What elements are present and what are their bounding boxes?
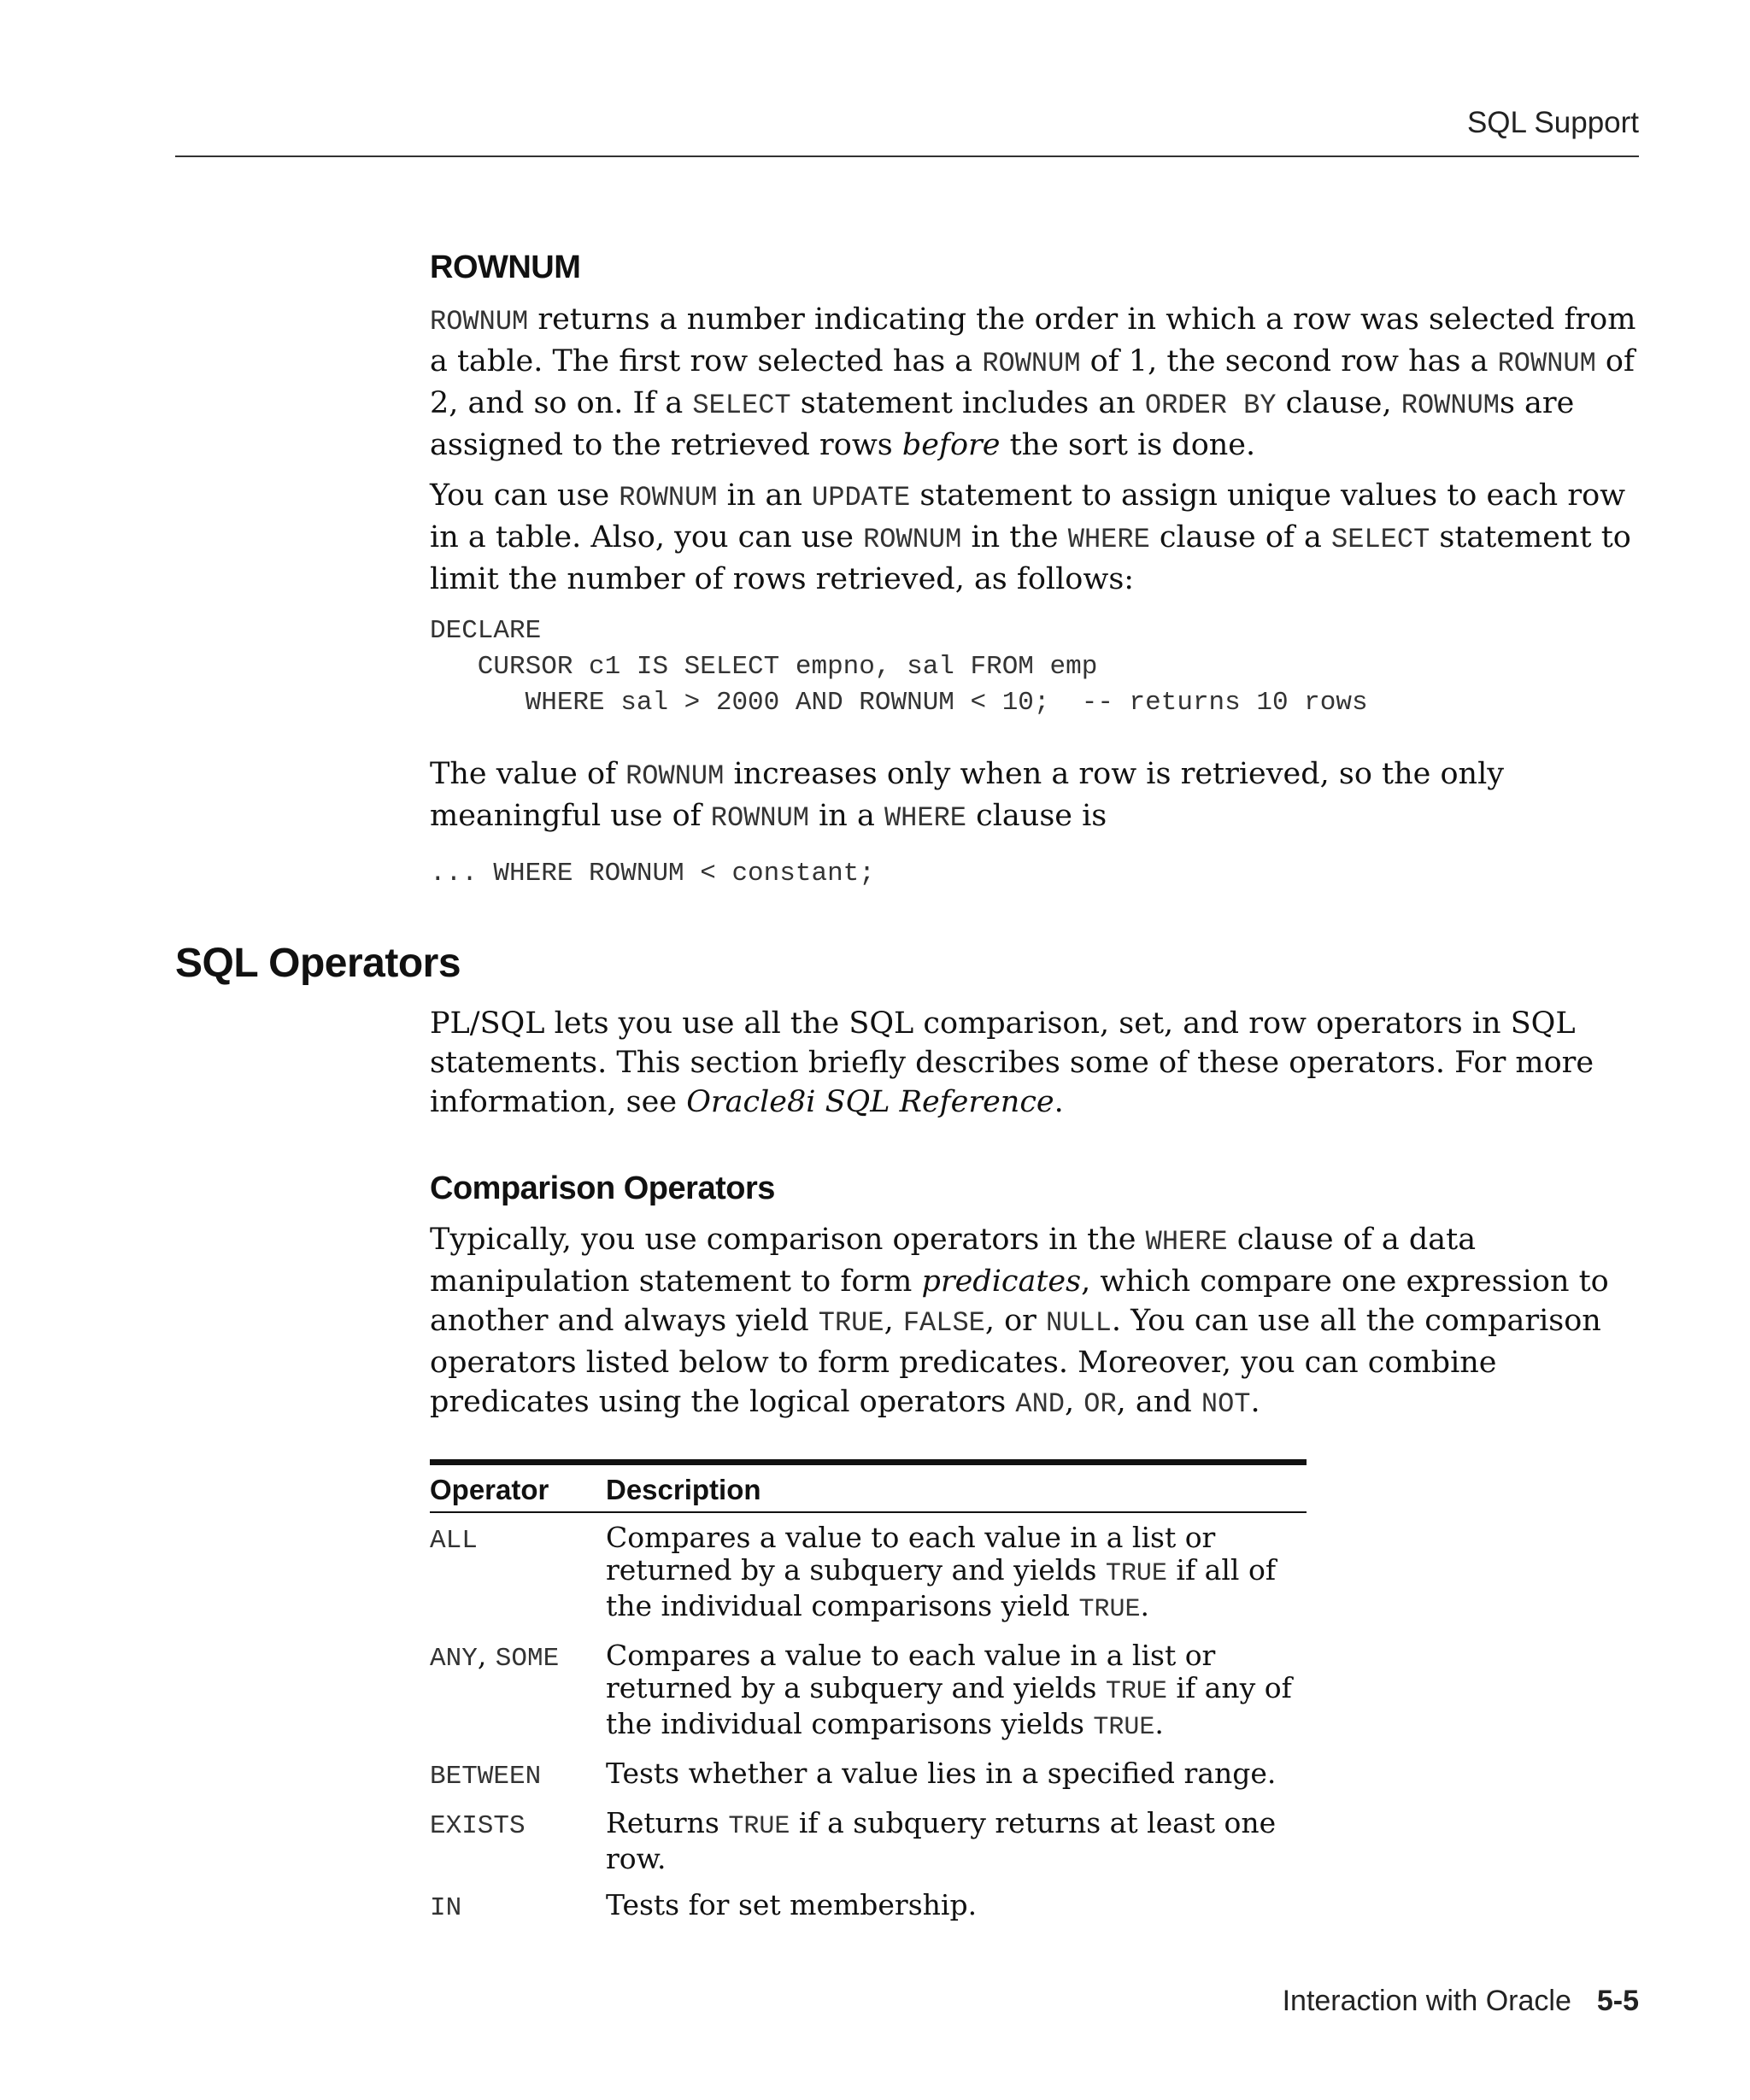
table-row [430, 1631, 1307, 1749]
code-term: OR [1083, 1388, 1117, 1420]
table-row [430, 1749, 1307, 1798]
description-cell: Tests for set membership. [606, 1888, 978, 1921]
code-term: TRUE [818, 1307, 884, 1339]
code-term: AND [1015, 1388, 1065, 1420]
code-block: ... WHERE ROWNUM < constant; [430, 859, 875, 889]
rownum-section [430, 249, 1639, 286]
comparison-operators-table [430, 1459, 1307, 1930]
rownum-heading: ROWNUM [430, 249, 581, 285]
code-term: WHERE [1067, 524, 1150, 555]
description-cell: Compares a value to each value in a list or returned by a subquery and yields TRUE if any of the individual comparisons yields TRUE. [606, 1639, 1292, 1742]
sql-operators-paragraph: PL/SQL lets you use all the SQL comparison, set, and row operators in SQL statements. This section briefly describes some of these operators. For more information, see Oracle8i SQL Reference. [430, 1006, 1594, 1119]
code-term: ROWNUM [625, 760, 725, 792]
book-reference: Oracle8i SQL Reference [686, 1085, 1054, 1119]
page-footer [1283, 1985, 1639, 2018]
description-cell: Compares a value to each value in a list or returned by a subquery and yields TRUE if all of the individual comparisons yield TRUE. [606, 1521, 1277, 1624]
code-example-2 [430, 856, 1639, 892]
code-term: WHERE [1145, 1226, 1228, 1258]
emphasis: predicates [921, 1264, 1082, 1299]
operator-cell: EXISTS [430, 1811, 526, 1841]
code-term: ROWNUM [1401, 390, 1500, 421]
code-term: FALSE [902, 1307, 985, 1339]
page-number: 5-5 [1596, 1985, 1639, 2017]
code-term: ROWNUM [982, 348, 1081, 379]
code-term: ROWNUM [710, 802, 809, 834]
header-rule [175, 155, 1639, 157]
code-term: WHERE [884, 802, 966, 834]
column-header-description: Description [606, 1463, 1307, 1513]
table-row [430, 1512, 1307, 1631]
comparison-operators-heading: Comparison Operators [430, 1170, 775, 1206]
table-header-row [430, 1463, 1307, 1513]
column-header-operator: Operator [430, 1463, 606, 1513]
table-row [430, 1798, 1307, 1880]
comparison-heading-wrap [430, 1170, 1639, 1207]
operator-cell: ALL [430, 1526, 478, 1556]
code-term: NOT [1201, 1388, 1251, 1420]
rownum-paragraph-2: You can use ROWNUM in an UPDATE statement to assign unique values to each row in a table. Also, you can use ROWNUM in the WHERE clause of a SELECT statement to limit the number of rows retrieved, as follows: [430, 478, 1631, 596]
code-term: ROWNUM [863, 524, 962, 555]
running-header: SQL Support [1466, 106, 1639, 139]
description-cell: Tests whether a value lies in a specified range. [606, 1757, 1277, 1790]
description-cell: Returns TRUE if a subquery returns at least one row. [606, 1806, 1277, 1875]
code-block: DECLARE CURSOR c1 IS SELECT empno, sal FROM emp WHERE sal > 2000 AND ROWNUM < 10; -- returns 10 rows [430, 616, 1368, 718]
operator-cell: IN [430, 1893, 462, 1923]
code-term: SELECT [1331, 524, 1430, 555]
table-row [430, 1880, 1307, 1930]
code-example-1 [430, 613, 1639, 721]
sql-operators-heading: SQL Operators [175, 941, 461, 986]
code-term: NULL [1046, 1307, 1112, 1339]
code-term: ROWNUM [430, 306, 529, 337]
code-term: SELECT [692, 390, 791, 421]
operator-cell: BETWEEN [430, 1762, 542, 1792]
code-term: UPDATE [812, 482, 911, 513]
code-term: ROWNUM [1497, 348, 1596, 379]
rownum-paragraph-1: ROWNUM returns a number indicating the order in which a row was selected from a table. The first row selected has a ROWNUM of 1, the second row has a ROWNUM of 2, and so on. If a SELECT statement includes an ORDER BY clause, ROWNUMs are assigned to the retrieved rows before the sort is done. [430, 302, 1636, 462]
code-term: ROWNUM [619, 482, 718, 513]
footer-chapter: Interaction with Oracle [1282, 1985, 1571, 2017]
emphasis: before [901, 428, 1001, 462]
rownum-paragraph-3: The value of ROWNUM increases only when a row is retrieved, so the only meaningful use of ROWNUM in a WHERE clause is [430, 757, 1505, 834]
code-term: ORDER BY [1144, 390, 1277, 421]
operator-cell: ANY, SOME [430, 1639, 560, 1674]
comparison-paragraph: Typically, you use comparison operators in the WHERE clause of a data manipulation statement to form predicates, which compare one expression to another and always yield TRUE, FALSE, or NULL. You can use all the comparison operators listed below to form predicates. Moreover, you can combine predicates using the logical operators AND, OR, and NOT. [430, 1223, 1609, 1420]
